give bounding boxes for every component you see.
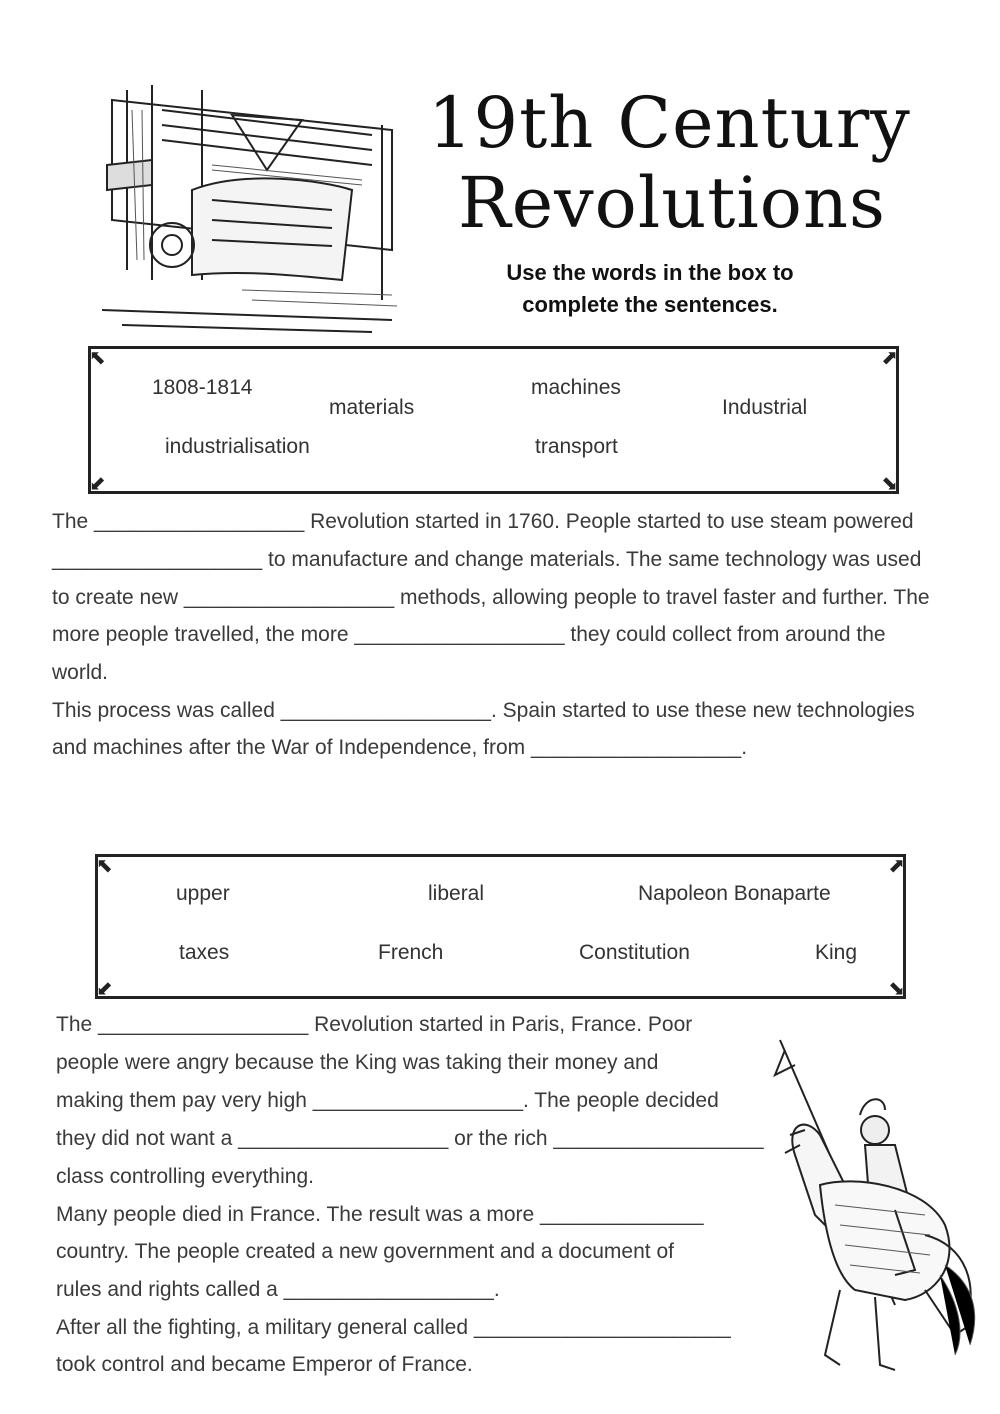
page-title-line-2: Revolutions xyxy=(458,162,886,244)
corner-arrow-icon: ⬊ xyxy=(888,976,905,1000)
word-option[interactable]: transport xyxy=(535,435,618,458)
passage-2-line: rules and rights called a __________________. xyxy=(56,1278,500,1301)
word-option[interactable]: King xyxy=(815,941,858,964)
passage-1-line: and machines after the War of Independence, from __________________. xyxy=(52,736,748,759)
passage-1-line: world. xyxy=(52,661,109,684)
corner-arrow-icon: ⬈ xyxy=(881,345,898,369)
word-option[interactable]: liberal xyxy=(428,882,485,905)
passage-2-line: The __________________ Revolution started in Paris, France. Poor xyxy=(56,1013,693,1036)
corner-arrow-icon: ⬈ xyxy=(888,853,905,877)
corner-arrow-icon: ⬊ xyxy=(881,471,898,495)
knight-on-horse-icon xyxy=(745,1035,990,1380)
corner-arrow-icon: ⬋ xyxy=(96,976,113,1000)
word-option[interactable]: machines xyxy=(531,376,621,399)
passage-1-line: This process was called __________________. Spain started to use these new technologies xyxy=(52,699,915,722)
word-option[interactable]: materials xyxy=(329,396,415,419)
passage-2-line: country. The people created a new government and a document of xyxy=(56,1240,674,1263)
word-option[interactable]: industrialisation xyxy=(165,435,310,458)
passage-1-line: more people travelled, the more __________________ they could collect from around the xyxy=(52,623,886,646)
passage-2-line: making them pay very high __________________. The people decided xyxy=(56,1089,719,1112)
corner-arrow-icon: ⬉ xyxy=(96,853,113,877)
passage-1-line: The __________________ Revolution started in 1760. People started to use steam powered xyxy=(52,510,914,533)
word-box-2 xyxy=(95,854,906,999)
passage-2-line: Many people died in France. The result was a more ______________ xyxy=(56,1203,704,1226)
page-title: 19th Century xyxy=(428,82,911,164)
word-option[interactable]: Constitution xyxy=(579,941,690,964)
instructions-line-1: Use the words in the box to xyxy=(506,260,794,285)
passage-2-line: they did not want a __________________ or the rich __________________ xyxy=(56,1127,764,1150)
word-option[interactable]: French xyxy=(378,941,444,964)
loom-machine-icon xyxy=(92,70,417,340)
passage-2-line: After all the fighting, a military general called ______________________ xyxy=(56,1316,731,1339)
word-option[interactable]: 1808-1814 xyxy=(152,376,253,399)
instructions-line-2: complete the sentences. xyxy=(522,292,778,317)
passage-2-line: took control and became Emperor of France. xyxy=(56,1353,473,1376)
word-option[interactable]: upper xyxy=(176,882,230,905)
passage-1-line: to create new __________________ methods, allowing people to travel faster and further. The xyxy=(52,586,930,609)
passage-2-line: class controlling everything. xyxy=(56,1165,314,1188)
word-option[interactable]: taxes xyxy=(179,941,230,964)
passage-2-line: people were angry because the King was taking their money and xyxy=(56,1051,659,1074)
word-option[interactable]: Napoleon Bonaparte xyxy=(638,882,831,905)
passage-1-line: __________________ to manufacture and change materials. The same technology was used xyxy=(52,548,922,571)
word-option[interactable]: Industrial xyxy=(722,396,808,419)
word-box-1 xyxy=(88,346,899,494)
corner-arrow-icon: ⬉ xyxy=(89,345,106,369)
corner-arrow-icon: ⬋ xyxy=(89,471,106,495)
